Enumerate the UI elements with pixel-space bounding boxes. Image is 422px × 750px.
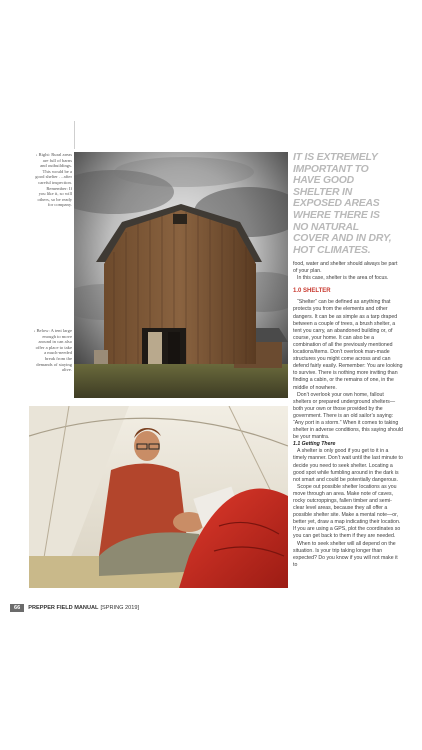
page-footer [10,603,139,612]
divider [74,121,75,149]
caption-right: › Right: Rural areas are full of barns and outbuildings. This would be a good shelter …after careful inspection. Remember: If you like it, so will others, so be ready for company. [35,152,72,208]
body-paragraph: In this case, shelter is the area of focus. [297,275,389,282]
tent-illustration [29,406,288,588]
tent-photo [29,406,288,588]
article-body [293,261,403,569]
magazine-name: PREPPER FIELD MANUAL [28,604,99,611]
body-paragraph: food, water and shelter should always be part of your plan. [293,261,398,275]
caption-below: › Below: A tent large enough to move around in can also offer a place to take a much-needed break from the demands of staying alive. [33,328,72,373]
section-title: 1.0 SHELTER [293,288,331,295]
barn-photo [74,152,288,398]
body-paragraph: Don’t overlook your own home, fallout shelters or prepared underground shelters—both your own or those provided by the government. There is an old sailor’s saying: “Any port in a storm.” When it comes to taking shelter in adverse conditions, this saying should be your mantra. [293,391,403,441]
barn-illustration [74,152,288,398]
subsection-title: 1.1 Getting There [293,441,336,448]
body-paragraph: A shelter is only good if you get to it in a timely manner. Don’t wait until the last minute to decide you need to seek shelter. Locating a good spot while fumbling around in the dark is not smart and could be potentially dangerous. [293,448,403,483]
issue-date: [SPRING 2019] [100,604,140,611]
body-paragraph: Scope out possible shelter locations as you move through an area. Make note of caves, rocky outcroppings, fallen timber and semi-clear level areas, because they all offer a possible shelter site. Make a mental note—or, better yet, draw a map indicating their location. If you are using a GPS, plot the coordinates so you can get back to them if they are needed. [293,483,401,540]
page-number: 66 [10,604,24,612]
body-paragraph: “Shelter” can be defined as anything that protects you from the elements and other dangers. It can be as simple as a tarp draped between a couple of trees, a brush shelter, a tent you carry, an abandoned building or, of course, your home. It can also be a combination of all the previously mentioned locations/items. Don’t overlook man-made structures you might come across and can defend fairly easily. Remember: You are looking to survive. There is nothing more inviting than finding a cabin, or the remains of one, in the middle of nowhere. [293,299,403,391]
body-paragraph: When to seek shelter will all depend on the situation. Is your trip taking longer than expected? Do you know if you will not make it to [293,540,398,568]
pull-quote: IT IS EXTREMELY IMPORTANT TO HAVE GOOD SHELTER IN EXPOSED AREAS WHERE THERE IS NO NATURAL COVER AND IN DRY, HOT CLIMATES. [293,152,392,256]
